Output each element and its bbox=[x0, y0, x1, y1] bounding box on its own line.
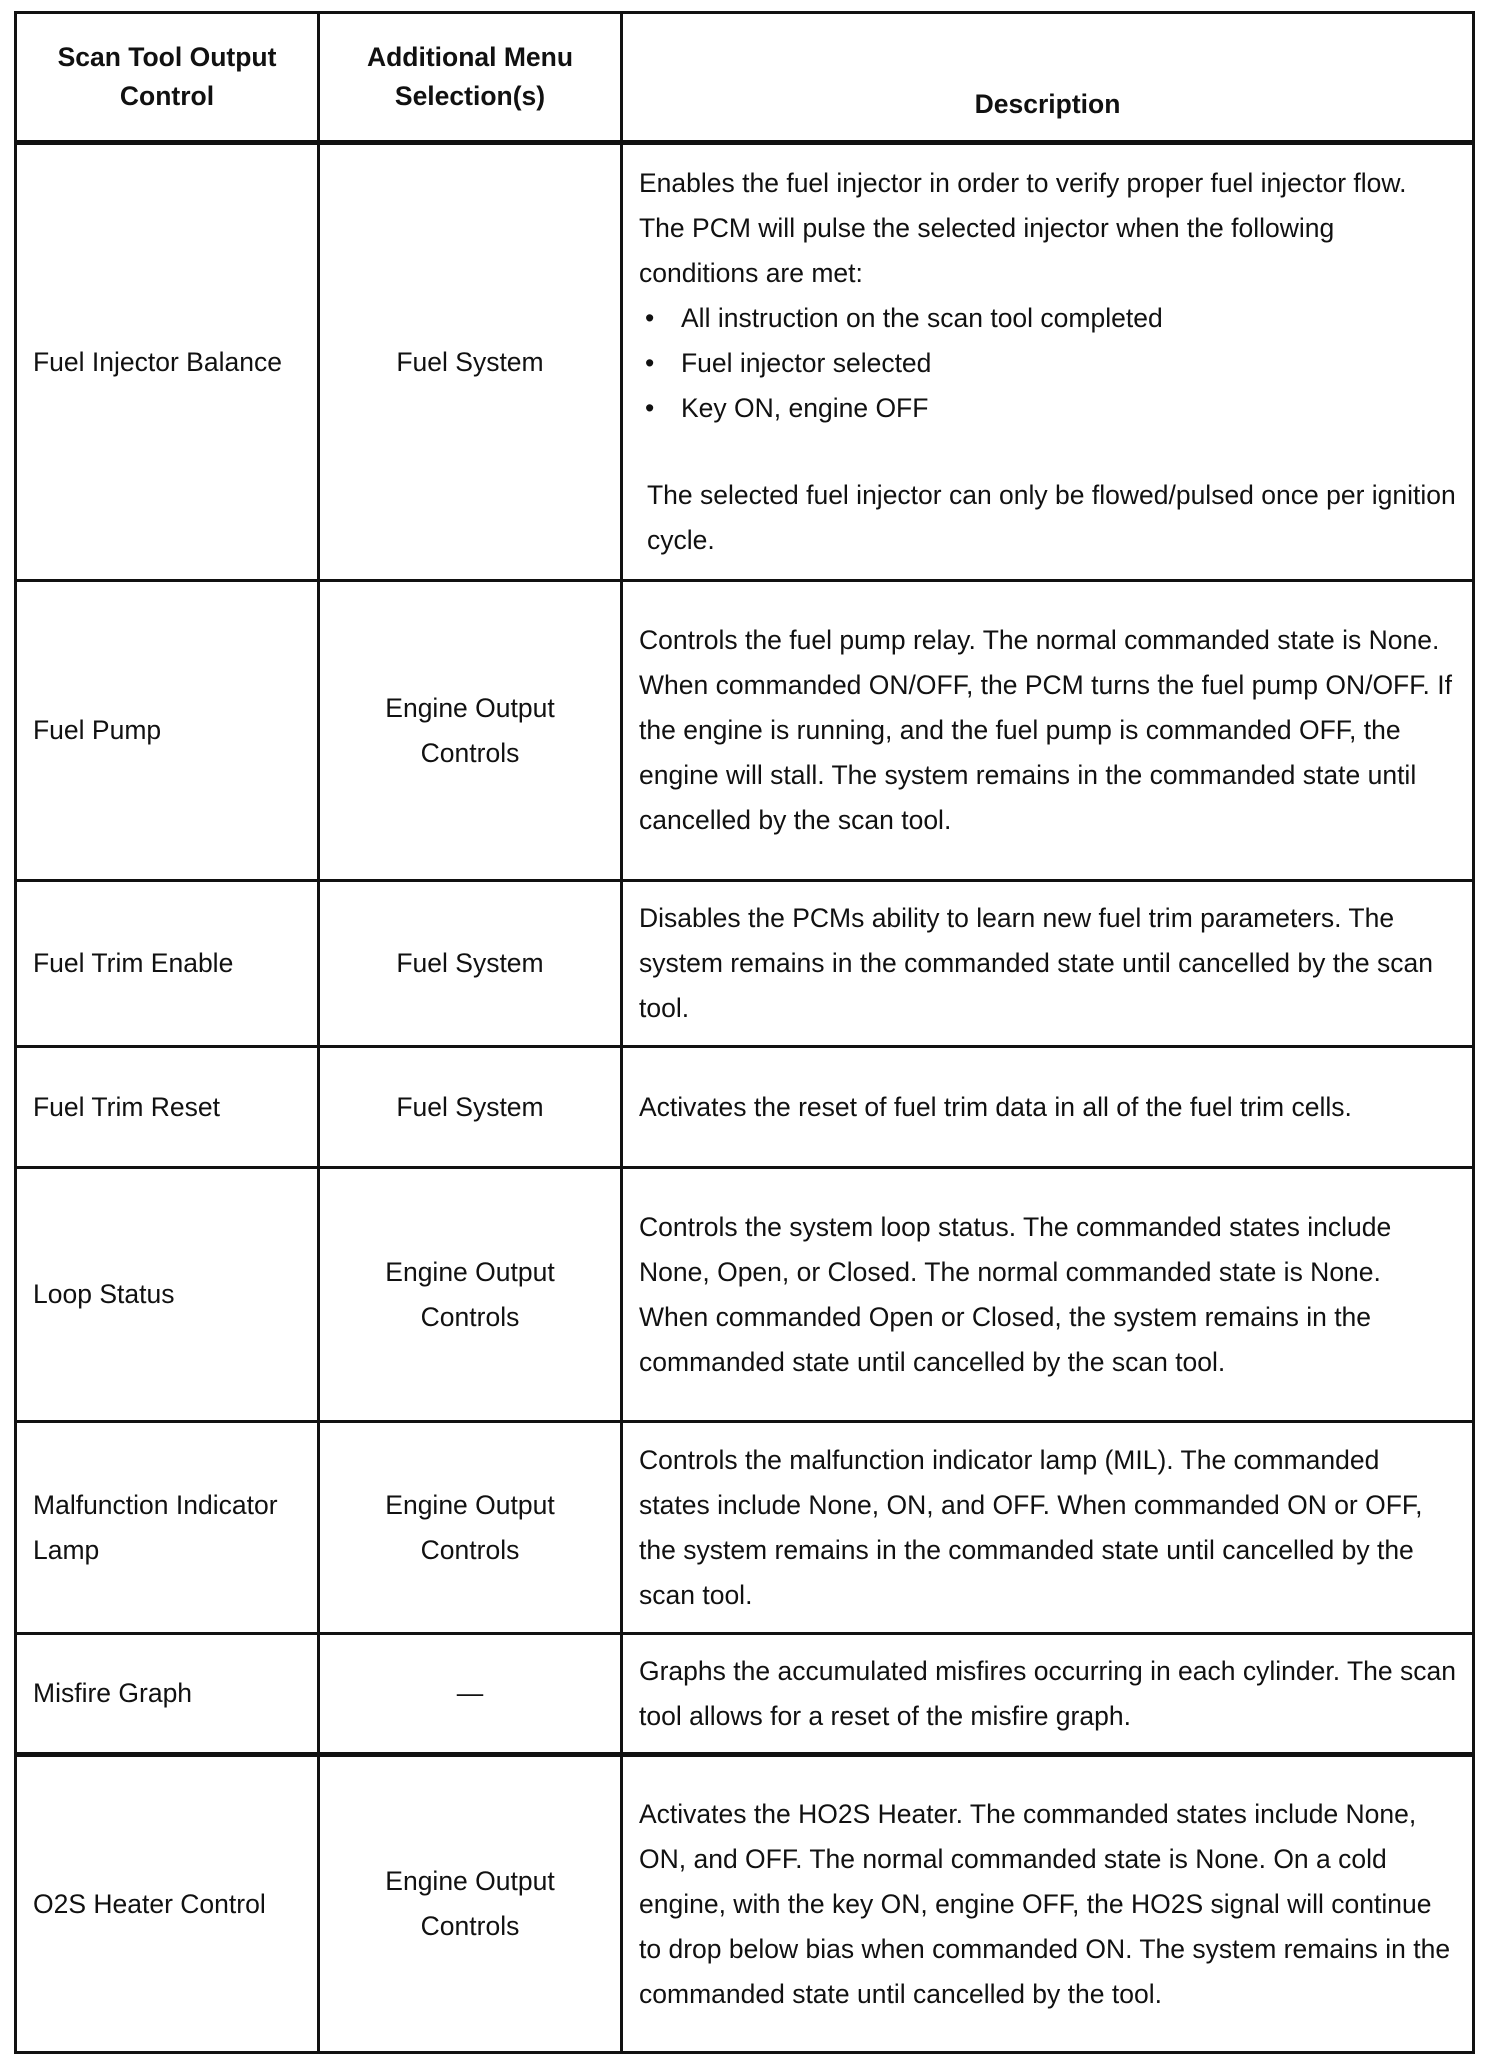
list-item-text: All instruction on the scan tool completed bbox=[681, 303, 1163, 333]
description-text: Enables the fuel injector in order to verify proper fuel injector flow. The PCM will pulse the selected injector when the following conditions are met: bbox=[639, 168, 1407, 288]
list-item bbox=[639, 296, 1456, 341]
description-cell: Disables the PCMs ability to learn new fuel trim parameters. The system remains in the commanded state until cancelled by the scan tool. bbox=[622, 881, 1474, 1047]
description-cell bbox=[622, 143, 1474, 581]
control-cell: Fuel Pump bbox=[16, 581, 319, 881]
header-row bbox=[16, 13, 1474, 143]
bullet-icon: • bbox=[645, 348, 655, 378]
description-cell: Activates the HO2S Heater. The commanded states include None, ON, and OFF. The normal commanded state is None. On a cold engine, with the key ON, engine OFF, the HO2S signal will continue to drop below bias when commanded ON. The system remains in the commanded state until cancelled by the tool. bbox=[622, 1755, 1474, 2053]
control-cell: O2S Heater Control bbox=[16, 1755, 319, 2053]
control-cell: Fuel Injector Balance bbox=[16, 143, 319, 581]
description-cell: Controls the fuel pump relay. The normal commanded state is None. When commanded ON/OFF, the PCM turns the fuel pump ON/OFF. If the engine is running, and the fuel pump is commanded OFF, the engine will stall. The system remains in the commanded state until cancelled by the scan tool. bbox=[622, 581, 1474, 881]
bullet-icon: • bbox=[645, 303, 655, 333]
control-cell: Misfire Graph bbox=[16, 1634, 319, 1755]
control-cell: Fuel Trim Reset bbox=[16, 1047, 319, 1168]
description-note: The selected fuel injector can only be flowed/pulsed once per ignition cycle. bbox=[647, 480, 1456, 555]
bullet-icon: • bbox=[645, 393, 655, 423]
menu-cell: Fuel System bbox=[319, 881, 622, 1047]
menu-cell: Fuel System bbox=[319, 1047, 622, 1168]
condition-list bbox=[639, 296, 1456, 431]
list-item bbox=[639, 386, 1456, 431]
table-row bbox=[16, 1422, 1474, 1634]
list-item-text: Fuel injector selected bbox=[681, 348, 932, 378]
table-row bbox=[16, 143, 1474, 581]
spacer bbox=[639, 431, 1456, 473]
description-cell: Controls the malfunction indicator lamp (MIL). The commanded states include None, ON, and OFF. When commanded ON or OFF, the system remains in the commanded state until cancelled by the scan tool. bbox=[622, 1422, 1474, 1634]
control-cell: Loop Status bbox=[16, 1168, 319, 1422]
table-row bbox=[16, 581, 1474, 881]
table-row bbox=[16, 881, 1474, 1047]
description-cell: Controls the system loop status. The commanded states include None, Open, or Closed. The normal commanded state is None. When commanded Open or Closed, the system remains in the commanded state until cancelled by the scan tool. bbox=[622, 1168, 1474, 1422]
header-menu-selection: Additional Menu Selection(s) bbox=[319, 13, 622, 143]
menu-cell: Engine Output Controls bbox=[319, 1755, 622, 2053]
table-row bbox=[16, 1047, 1474, 1168]
header-control: Scan Tool Output Control bbox=[16, 13, 319, 143]
menu-cell: Fuel System bbox=[319, 143, 622, 581]
table-row bbox=[16, 1755, 1474, 2053]
list-item-text: Key ON, engine OFF bbox=[681, 393, 929, 423]
menu-cell: — bbox=[319, 1634, 622, 1755]
control-cell: Malfunction Indicator Lamp bbox=[16, 1422, 319, 1634]
table-row bbox=[16, 1168, 1474, 1422]
menu-cell: Engine Output Controls bbox=[319, 1422, 622, 1634]
table-row bbox=[16, 1634, 1474, 1755]
output-controls-table bbox=[14, 11, 1475, 2054]
description-cell: Graphs the accumulated misfires occurring in each cylinder. The scan tool allows for a reset of the misfire graph. bbox=[622, 1634, 1474, 1755]
list-item bbox=[639, 341, 1456, 386]
header-description: Description bbox=[622, 13, 1474, 143]
control-cell: Fuel Trim Enable bbox=[16, 881, 319, 1047]
description-cell: Activates the reset of fuel trim data in all of the fuel trim cells. bbox=[622, 1047, 1474, 1168]
menu-cell: Engine Output Controls bbox=[319, 1168, 622, 1422]
menu-cell: Engine Output Controls bbox=[319, 581, 622, 881]
